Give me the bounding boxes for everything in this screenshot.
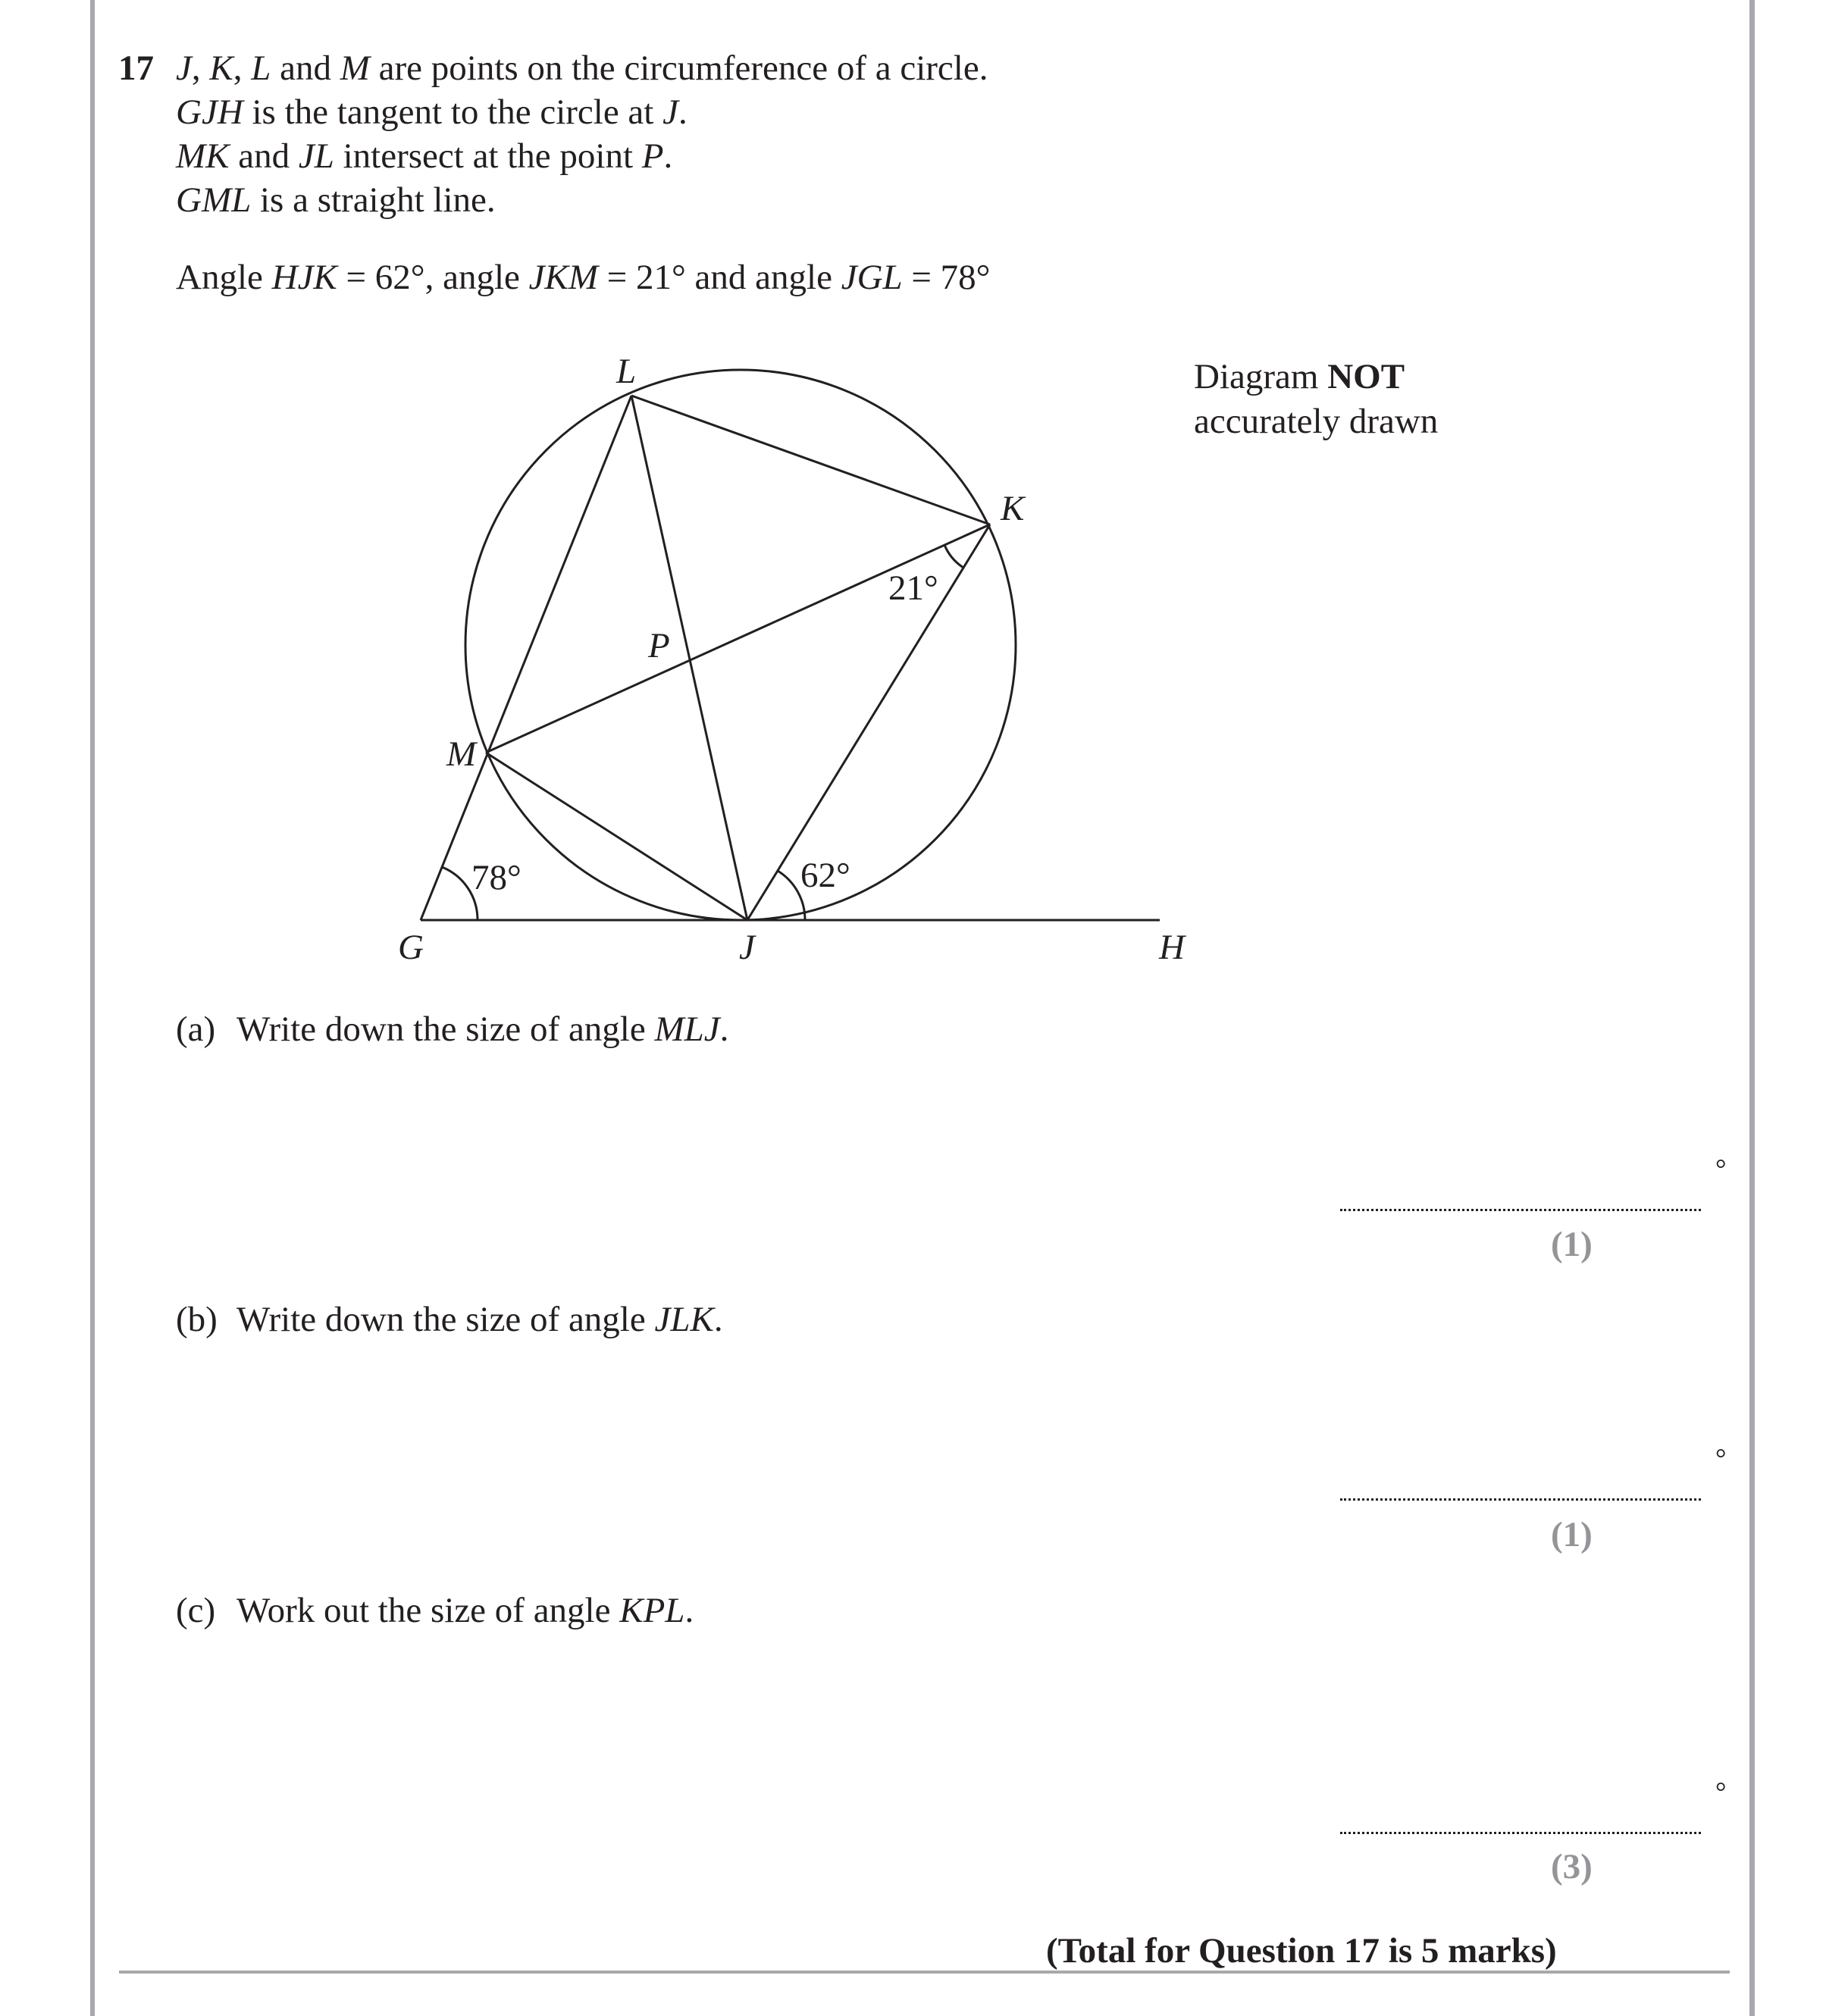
- diagram-note: [1194, 355, 1438, 444]
- text-run: ,: [233, 49, 252, 88]
- italic-text: JGL: [841, 258, 903, 297]
- label-p: P: [648, 626, 670, 665]
- label-j: J: [739, 928, 755, 967]
- chord-mj: [486, 753, 747, 920]
- bottom-rule: [119, 1971, 1730, 1974]
- italic-text: HJK: [271, 258, 337, 297]
- part-prompt: [236, 1591, 694, 1630]
- text-run: intersect at the point: [334, 136, 642, 176]
- italic-text: J: [176, 49, 192, 88]
- marks-b: (1): [1551, 1515, 1593, 1554]
- text-run: are points on the circumference of a circle.: [369, 49, 988, 88]
- label-h: H: [1159, 928, 1185, 967]
- text-run: and: [229, 136, 299, 176]
- question-number: 17: [118, 49, 154, 88]
- angle-arc-k: [944, 545, 963, 568]
- text-run: Write down the size of angle: [236, 1300, 655, 1339]
- italic-text: JLK: [654, 1300, 714, 1339]
- italic-text: MLJ: [654, 1010, 720, 1049]
- italic-text: KPL: [619, 1591, 685, 1630]
- note-text-line2: accurately drawn: [1194, 402, 1439, 441]
- angle-label-k: 21°: [888, 568, 938, 608]
- angle-label-g: 78°: [471, 858, 522, 897]
- note-text: Diagram: [1194, 357, 1328, 396]
- italic-text: MK: [176, 136, 230, 176]
- text-run: ,: [191, 49, 210, 88]
- part-c: [176, 1589, 694, 1633]
- text-run: .: [684, 1591, 694, 1630]
- part-prompt: [236, 1010, 728, 1049]
- chord-kj: [747, 524, 990, 920]
- text-run: .: [663, 136, 673, 176]
- text-run: Angle: [176, 258, 272, 297]
- italic-text: J: [662, 92, 678, 132]
- part-label: (c): [176, 1591, 216, 1630]
- italic-text: P: [641, 136, 664, 176]
- italic-text: GML: [176, 180, 252, 220]
- text-run: .: [719, 1010, 729, 1049]
- italic-text: JL: [298, 136, 334, 176]
- part-label: (a): [176, 1010, 216, 1049]
- label-k: K: [1001, 489, 1025, 528]
- circle: [465, 370, 1016, 920]
- italic-text: M: [340, 49, 370, 88]
- text-run: is the tangent to the circle at: [243, 92, 663, 132]
- note-emphasis: NOT: [1327, 357, 1405, 396]
- answer-line-b[interactable]: [1340, 1498, 1701, 1501]
- chord-mk: [486, 524, 990, 753]
- italic-text: GJH: [176, 92, 243, 132]
- label-g: G: [398, 928, 424, 967]
- text-run: and: [271, 49, 340, 88]
- part-label: (b): [176, 1300, 218, 1339]
- part-a: [176, 1007, 728, 1051]
- answer-line-c[interactable]: [1340, 1832, 1701, 1834]
- text-run: is a straight line.: [251, 180, 496, 220]
- degree-symbol: °: [1715, 1777, 1727, 1807]
- text-run: = 62°, angle: [337, 258, 529, 297]
- degree-symbol: °: [1715, 1154, 1727, 1184]
- label-l: L: [616, 352, 637, 391]
- marks-c: (3): [1551, 1847, 1593, 1886]
- label-m: M: [446, 734, 477, 774]
- answer-line-a[interactable]: [1340, 1209, 1701, 1211]
- text-run: = 21° and angle: [598, 258, 841, 297]
- text-run: Write down the size of angle: [236, 1010, 655, 1049]
- angle-label-j: 62°: [800, 856, 850, 895]
- italic-text: K: [209, 49, 233, 88]
- text-run: = 78°: [902, 258, 991, 297]
- degree-symbol: °: [1715, 1443, 1727, 1473]
- italic-text: JKM: [528, 258, 598, 297]
- italic-text: L: [251, 49, 271, 88]
- marks-a: (1): [1551, 1225, 1593, 1264]
- text-run: Work out the size of angle: [236, 1591, 620, 1630]
- chord-lk: [631, 396, 990, 524]
- part-prompt: [236, 1300, 723, 1339]
- text-run: .: [678, 92, 688, 132]
- total-marks: (Total for Question 17 is 5 marks): [1046, 1931, 1557, 1971]
- text-run: .: [713, 1300, 723, 1339]
- part-b: [176, 1298, 723, 1341]
